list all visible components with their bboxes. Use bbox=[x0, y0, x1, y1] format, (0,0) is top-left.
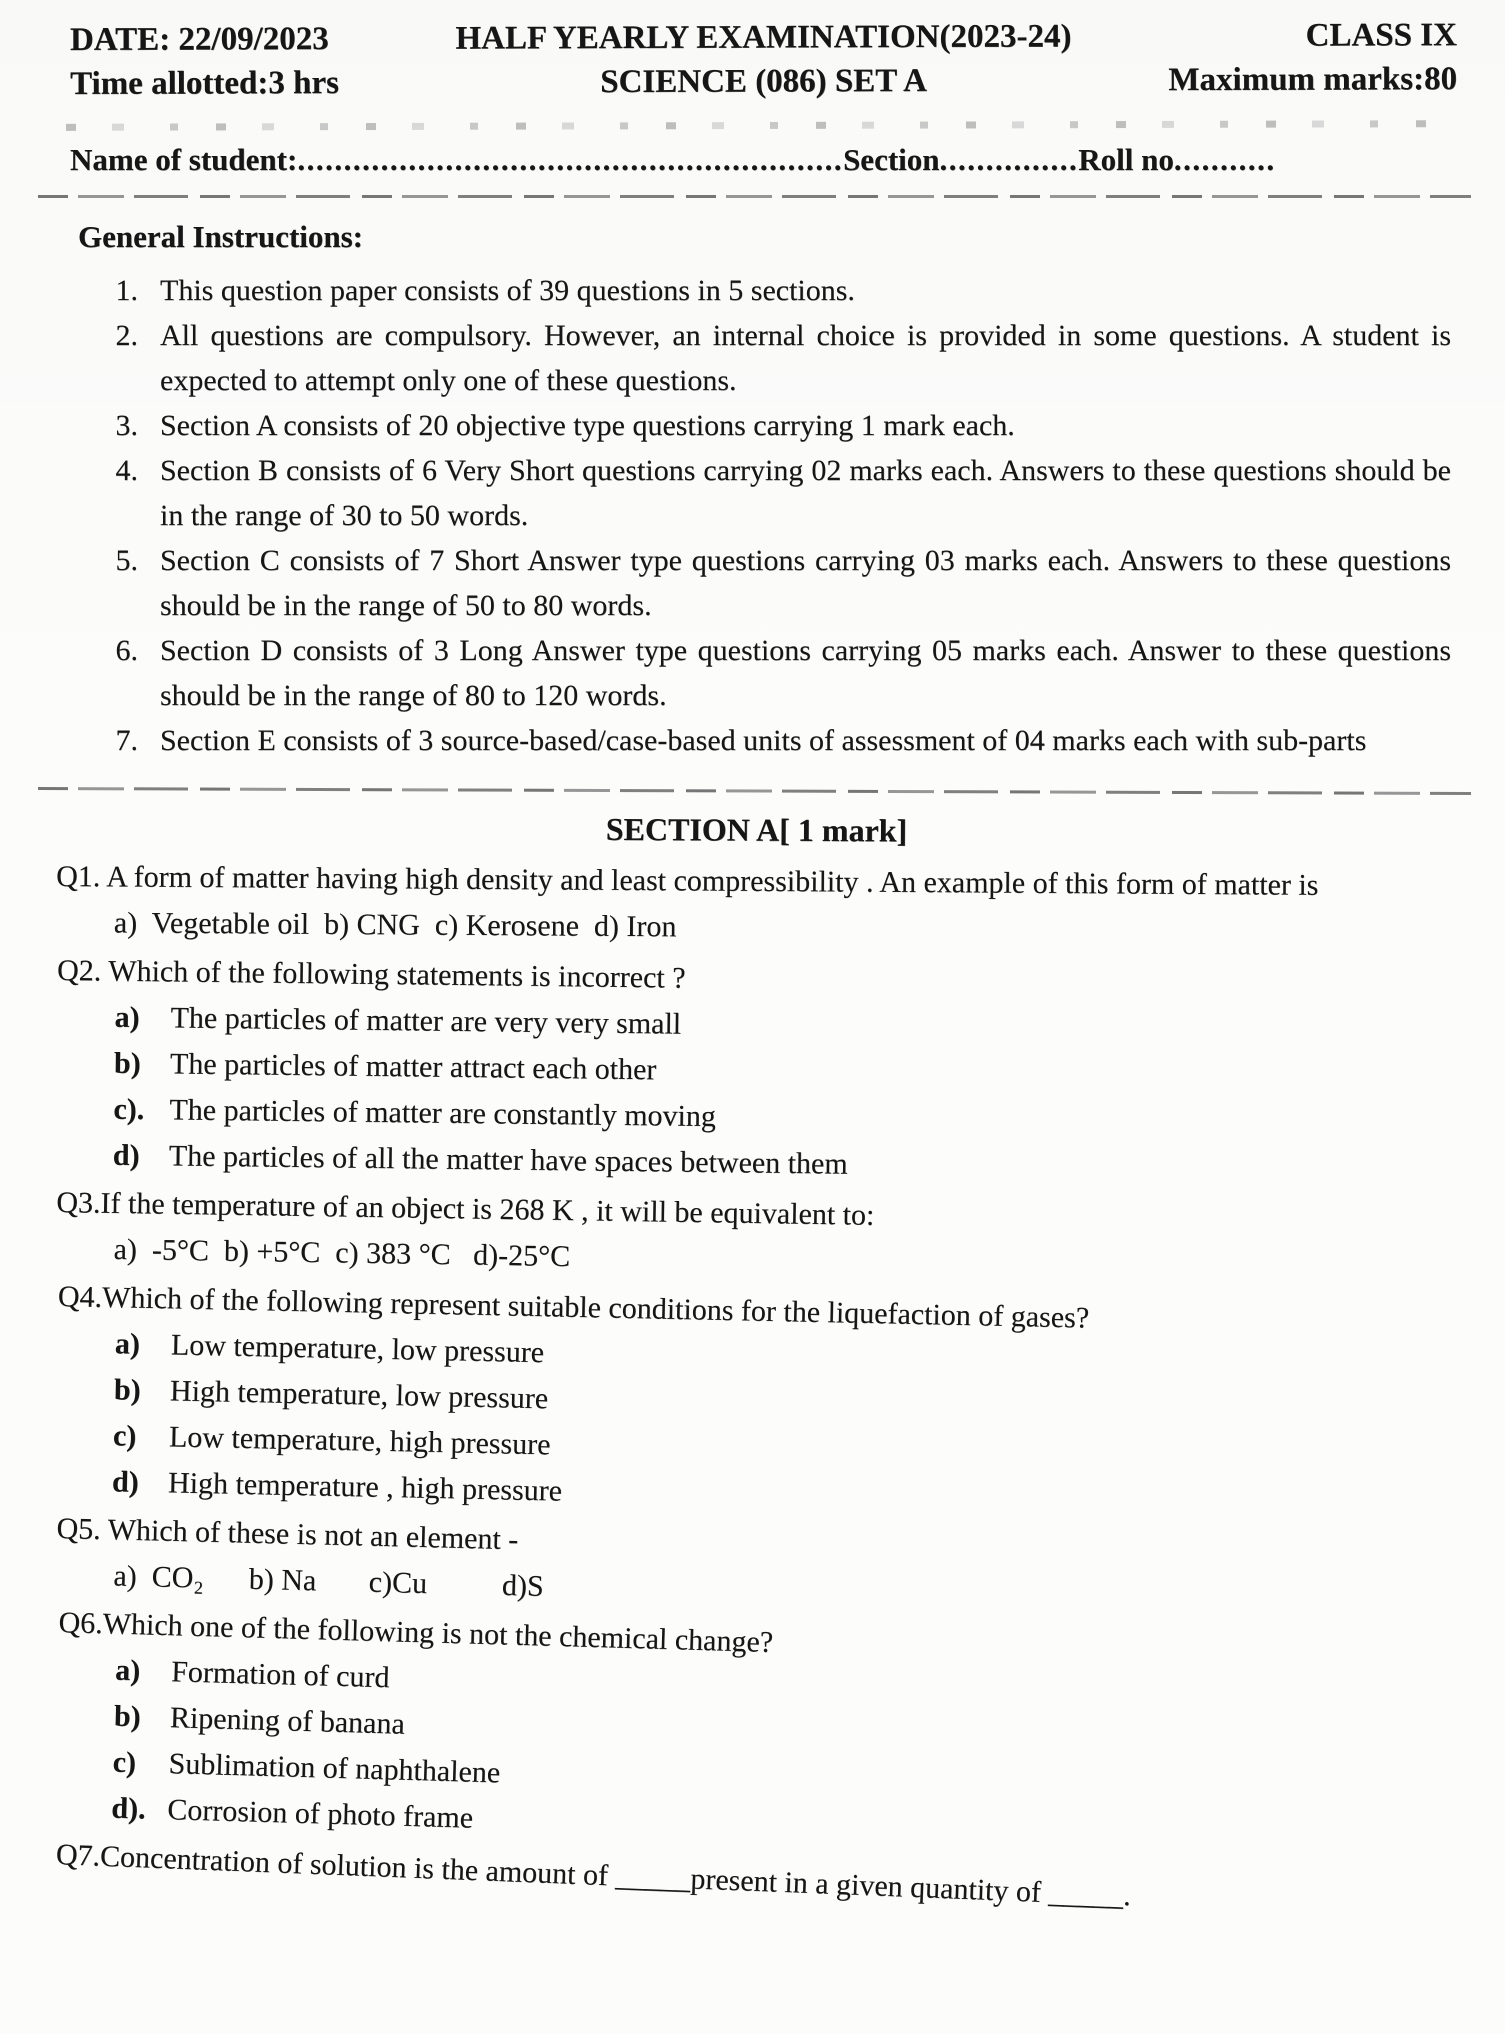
option-text: Corrosion of photo frame bbox=[166, 1793, 474, 1835]
option-label: d) bbox=[111, 1465, 140, 1499]
question-1-options: a) Vegetable oil b) CNG c) Kerosene d) Iron bbox=[113, 906, 677, 944]
instruction-number: 1. bbox=[115, 274, 138, 307]
option-label: d). bbox=[110, 1791, 147, 1826]
question-5-options: a) CO₂ b) Na c)Cu d)S bbox=[113, 1559, 545, 1603]
option-text: Low temperature, low pressure bbox=[170, 1328, 545, 1370]
option-text: The particles of matter are very very small bbox=[170, 1001, 682, 1041]
instruction-text: Section A consists of 20 objective type questions carrying 1 mark each. bbox=[160, 409, 1015, 442]
instruction-text: This question paper consists of 39 questions in 5 sections. bbox=[160, 274, 855, 307]
instruction-item-6 bbox=[56, 628, 1457, 718]
instruction-item-3 bbox=[56, 403, 1457, 448]
instruction-number: 7. bbox=[115, 724, 138, 757]
question-2 bbox=[55, 948, 1459, 1195]
option-text: The particles of all the matter have spaces between them bbox=[168, 1139, 848, 1181]
question-3 bbox=[55, 1180, 1457, 1294]
section-label: Section bbox=[843, 142, 940, 177]
instruction-number: 5. bbox=[115, 544, 138, 577]
max-marks: Maximum marks:80 bbox=[1168, 61, 1458, 99]
option-label: a) bbox=[114, 1653, 141, 1688]
option-text: Formation of curd bbox=[170, 1655, 390, 1695]
section-a-heading: SECTION A[ 1 mark] bbox=[605, 810, 908, 849]
scan-noise-artifact bbox=[66, 120, 1451, 131]
instruction-item-2 bbox=[56, 313, 1457, 403]
question-5-text: Q5. Which of these is not an element - bbox=[56, 1512, 519, 1557]
option-label: a) bbox=[114, 1000, 140, 1035]
header-row-1 bbox=[70, 13, 1457, 62]
instruction-item-5 bbox=[56, 538, 1457, 628]
exam-header bbox=[56, 13, 1457, 106]
option-text: Low temperature, high pressure bbox=[168, 1420, 551, 1462]
question-3-text: Q3.If the temperature of an object is 268 K , it will be equivalent to: bbox=[56, 1186, 875, 1232]
option-label: d) bbox=[112, 1138, 140, 1173]
option-label: b) bbox=[113, 1373, 142, 1407]
question-6-text: Q6.Which one of the following is not the chemical change? bbox=[58, 1606, 774, 1659]
instruction-item-7 bbox=[56, 718, 1457, 763]
instruction-number: 6. bbox=[115, 634, 138, 667]
option-label: c) bbox=[112, 1745, 137, 1780]
question-4-text: Q4.Which of the following represent suitable conditions for the liquefaction of gases? bbox=[57, 1280, 1090, 1335]
section-blank: ............... bbox=[939, 142, 1079, 177]
option-label: a) bbox=[114, 1327, 141, 1361]
instruction-item-1 bbox=[56, 268, 1457, 313]
question-2-text: Q2. Which of the following statements is incorrect ? bbox=[56, 954, 686, 995]
instruction-item-4 bbox=[56, 448, 1457, 538]
header-row-2 bbox=[70, 57, 1457, 106]
student-name-label: Name of student: bbox=[70, 142, 298, 177]
general-instructions bbox=[56, 214, 1457, 763]
question-3-options: a) -5°C b) +5°C c) 383 °C d)-25°C bbox=[113, 1232, 571, 1274]
student-name-blank: ........................................................... bbox=[297, 142, 844, 177]
instruction-text: All questions are compulsory. However, an internal choice is provided in some questions. A student is expected to attempt only one of these questions. bbox=[160, 319, 1451, 397]
subject-line: SCIENCE (086) SET A bbox=[600, 62, 927, 101]
option-label: c). bbox=[113, 1092, 145, 1127]
option-label: c) bbox=[112, 1419, 137, 1453]
option-text: High temperature , high pressure bbox=[167, 1466, 563, 1508]
instruction-number: 4. bbox=[115, 454, 138, 487]
instruction-text: Section B consists of 6 Very Short questions carrying 02 marks each. Answers to these questions should be in the range of 30 to 50 words. bbox=[160, 454, 1451, 532]
question-7-text: Q7.Concentration of solution is the amount of _____present in a given quantity of _____. bbox=[55, 1838, 1132, 1913]
exam-title: HALF YEARLY EXAMINATION(2023-24) bbox=[455, 18, 1072, 57]
instruction-number: 3. bbox=[115, 409, 138, 442]
time-allotted: Time allotted:3 hrs bbox=[70, 65, 340, 102]
roll-no-blank: ........... bbox=[1173, 142, 1276, 177]
instructions-heading: General Instructions: bbox=[78, 219, 364, 254]
option-text: The particles of matter attract each other bbox=[169, 1047, 657, 1087]
roll-no-label: Roll no bbox=[1078, 142, 1174, 177]
option-text: Ripening of banana bbox=[169, 1701, 406, 1741]
student-info-line bbox=[70, 137, 1457, 183]
instruction-text: Section D consists of 3 Long Answer type questions carrying 05 marks each. Answer to these questions should be in the range of 80 to 120 words. bbox=[160, 634, 1451, 712]
exam-date: DATE: 22/09/2023 bbox=[69, 21, 329, 58]
option-label: b) bbox=[113, 1046, 141, 1081]
instruction-text: Section C consists of 7 Short Answer type questions carrying 03 marks each. Answers to these questions should be in the range of 50 to 80 words. bbox=[160, 544, 1451, 622]
instruction-number: 2. bbox=[115, 319, 138, 352]
option-text: Sublimation of naphthalene bbox=[168, 1747, 501, 1790]
instruction-text: Section E consists of 3 source-based/case-based units of assessment of 04 marks each with sub-parts bbox=[160, 724, 1367, 757]
class-label: CLASS IX bbox=[1305, 17, 1457, 54]
separator-line-section bbox=[38, 787, 1471, 795]
option-text: High temperature, low pressure bbox=[169, 1374, 549, 1416]
question-1-text: Q1. A form of matter having high density and least compressibility . An example of this form of matter is bbox=[56, 860, 1319, 902]
separator-line-top bbox=[38, 195, 1471, 198]
question-6 bbox=[53, 1600, 1460, 1869]
question-4 bbox=[54, 1274, 1460, 1533]
option-label: b) bbox=[113, 1699, 142, 1734]
question-1 bbox=[56, 854, 1458, 956]
option-text: The particles of matter are constantly moving bbox=[169, 1093, 717, 1134]
